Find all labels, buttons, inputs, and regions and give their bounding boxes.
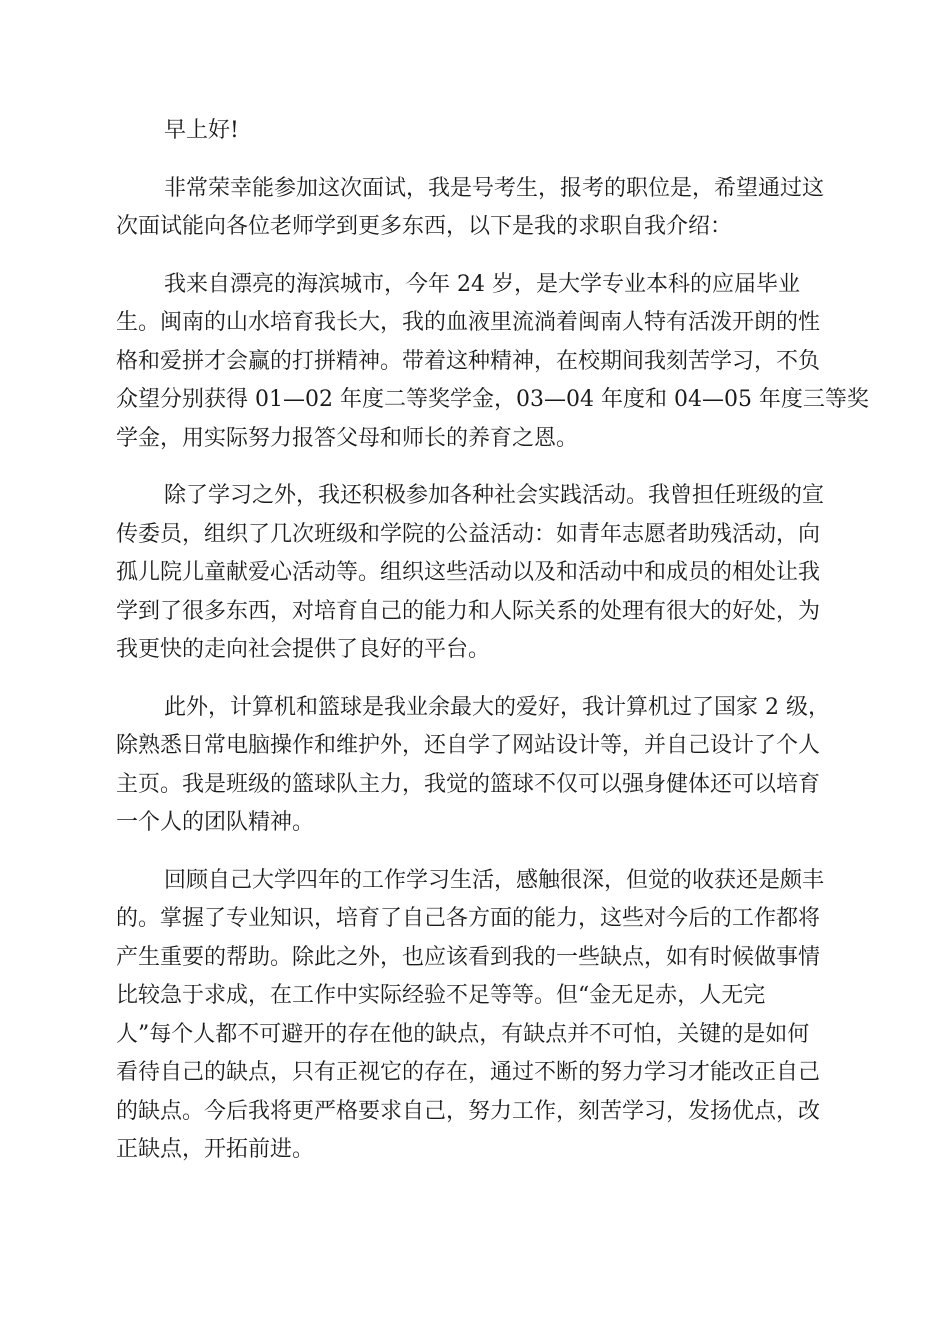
paragraph-intro <box>116 170 836 247</box>
paragraph-line: 的缺点。今后我将更严格要求自己，努力工作，刻苦学习，发扬优点，改 <box>116 1098 821 1124</box>
paragraph-line: 非常荣幸能参加这次面试，我是号考生，报考的职位是，希望通过这 <box>164 175 825 201</box>
greeting-line: 早上好! <box>164 118 239 143</box>
paragraph-line: 的。掌握了专业知识，培育了自己各方面的能力，这些对今后的工作都将 <box>116 906 821 931</box>
paragraph-line: 正缺点，开拓前进。 <box>116 1137 315 1162</box>
paragraph-line: 人”每个人都不可避开的存在他的缺点，有缺点并不可怕，关键的是如何 <box>116 1021 810 1047</box>
paragraph-line: 此外，计算机和篮球是我业余最大的爱好，我计算机过了国家 2 级， <box>164 694 830 720</box>
paragraph-line: 除了学习之外，我还积极参加各种社会实践活动。我曾担任班级的宣 <box>164 483 825 508</box>
paragraph-reflection <box>116 862 836 1170</box>
paragraph-line: 格和爱拼才会赢的打拼精神。带着这种精神，在校期间我刻苦学习，不负 <box>116 348 821 374</box>
paragraph-hobbies <box>116 689 836 843</box>
greeting-paragraph <box>116 112 836 151</box>
paragraph-line: 比较急于求成，在工作中实际经验不足等等。但“金无足赤，人无完 <box>116 983 766 1008</box>
paragraph-line: 主页。我是班级的篮球队主力，我觉的篮球不仅可以强身健体还可以培育 <box>116 771 821 797</box>
paragraph-line: 次面试能向各位老师学到更多东西，以下是我的求职自我介绍： <box>116 214 733 239</box>
paragraph-line: 我来自漂亮的海滨城市，今年 24 岁，是大学专业本科的应届毕业 <box>164 271 800 297</box>
paragraph-line: 我更快的走向社会提供了良好的平台。 <box>116 637 491 662</box>
paragraph-line: 学到了很多东西，对培育自己的能力和人际关系的处理有很大的好处，为 <box>116 598 821 624</box>
paragraph-activities <box>116 477 836 670</box>
paragraph-line: 孤儿院儿童献爱心活动等。组织这些活动以及和活动中和成员的相处让我 <box>116 560 821 585</box>
paragraph-line: 看待自己的缺点，只有正视它的存在，通过不断的努力学习才能改正自己 <box>116 1060 821 1085</box>
paragraph-line: 生。闽南的山水培育我长大，我的血液里流淌着闽南人特有活泼开朗的性 <box>116 310 821 335</box>
document-page <box>116 112 869 1189</box>
paragraph-line: 学金，用实际努力报答父母和师长的养育之恩。 <box>116 425 579 451</box>
paragraph-line: 回顾自己大学四年的工作学习生活，感触很深，但觉的收获还是颇丰 <box>164 867 825 893</box>
paragraph-line: 除熟悉日常电脑操作和维护外，还自学了网站设计等，并自己设计了个人 <box>116 733 821 758</box>
paragraph-line: 众望分别获得 01—02 年度二等奖学金，03—04 年度和 04—05 年度三等奖 <box>116 387 869 412</box>
paragraph-line: 产生重要的帮助。除此之外，也应该看到我的一些缺点，如有时候做事情 <box>116 944 821 970</box>
paragraph-line: 一个人的团队精神。 <box>116 810 315 835</box>
paragraph-background <box>116 266 869 459</box>
paragraph-line: 传委员，组织了几次班级和学院的公益活动：如青年志愿者助残活动，向 <box>116 521 821 547</box>
